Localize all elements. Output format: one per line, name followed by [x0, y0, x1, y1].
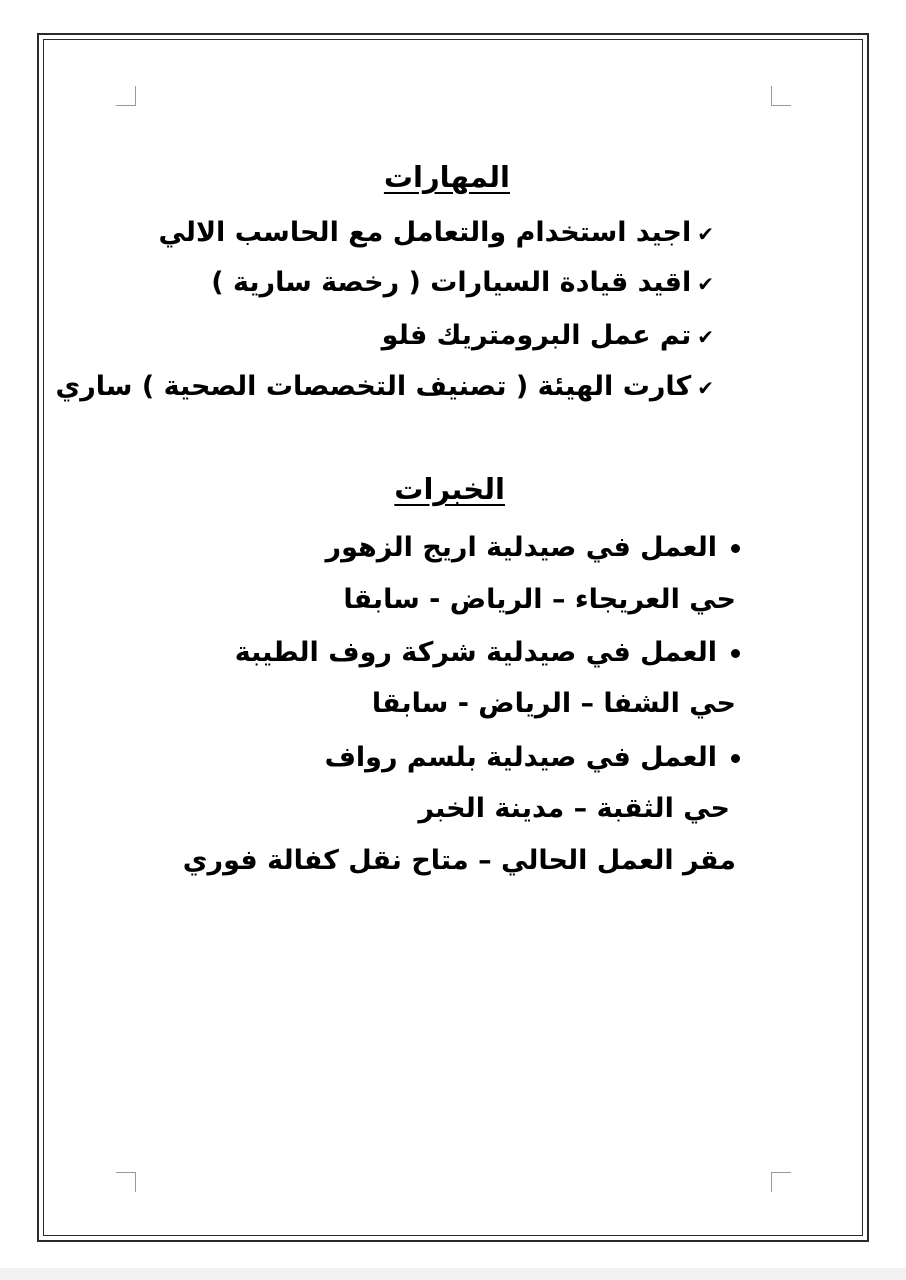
check-mark-icon: ✔ — [697, 221, 714, 246]
job-title-text: العمل في صيدلية شركة روف الطيبة — [234, 637, 717, 668]
page-bottom-strip — [0, 1268, 906, 1280]
job-location: حي العريجاء – الرياض - سابقا — [343, 584, 736, 615]
check-mark-icon: ✔ — [697, 271, 714, 296]
skill-item-text: اقيد قيادة السيارات ( رخصة سارية ) — [211, 267, 692, 298]
skill-item-text: اجيد استخدام والتعامل مع الحاسب الالي — [158, 217, 692, 248]
job-title — [235, 639, 740, 666]
skill-item — [382, 322, 714, 349]
experience-heading: الخبرات — [394, 472, 505, 506]
job-location: حي الشفا – الرياض - سابقا — [371, 688, 736, 719]
job-location: حي الثقبة – مدينة الخبر — [418, 793, 730, 824]
current-workplace: مقر العمل الحالي – متاح نقل كفالة فوري — [182, 845, 736, 876]
job-title — [325, 744, 740, 771]
skill-item — [158, 219, 714, 246]
bullet-icon — [731, 649, 740, 658]
skill-item — [55, 373, 714, 400]
bullet-icon — [731, 544, 740, 553]
check-mark-icon: ✔ — [697, 375, 714, 400]
crop-mark-bottom-right — [771, 1172, 791, 1192]
crop-mark-bottom-left — [116, 1172, 136, 1192]
job-title-text: العمل في صيدلية اريج الزهور — [325, 532, 717, 563]
skill-item — [211, 269, 714, 296]
crop-mark-top-left — [116, 86, 136, 106]
job-title-text: العمل في صيدلية بلسم رواف — [324, 742, 717, 773]
job-title — [326, 534, 740, 561]
skills-heading: المهارات — [383, 160, 510, 194]
bullet-icon — [731, 754, 740, 763]
crop-mark-top-right — [771, 86, 791, 106]
check-mark-icon: ✔ — [697, 324, 714, 349]
skill-item-text: كارت الهيئة ( تصنيف التخصصات الصحية ) ساري — [55, 371, 692, 402]
skill-item-text: تم عمل البرومتريك فلو — [381, 320, 692, 351]
